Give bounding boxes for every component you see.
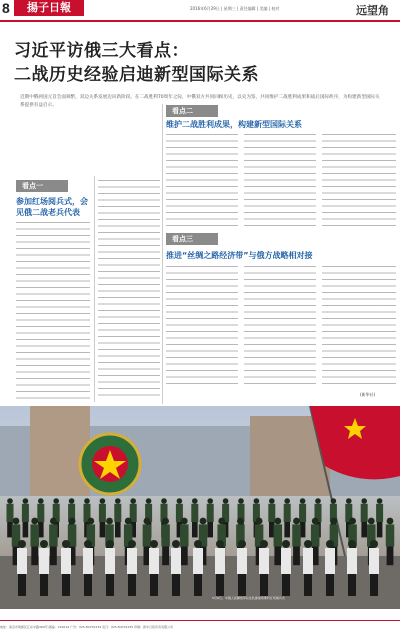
soldier	[49, 518, 58, 566]
soldier	[17, 540, 27, 596]
point-1-subtitle: 参加红场阅兵式，会见俄二战老兵代表	[16, 197, 88, 217]
soldier	[191, 498, 198, 537]
soldier	[284, 498, 291, 537]
column-divider	[94, 176, 95, 402]
point-1-body-text	[16, 222, 90, 400]
soldier	[303, 540, 313, 596]
soldier	[215, 540, 225, 596]
point-3-body-text	[244, 266, 316, 388]
point-3-body-text	[166, 266, 238, 388]
soldier	[237, 540, 247, 596]
photo-caption: 5月9日，中国人民解放军仪仗队参加莫斯科红场阅兵式	[212, 596, 285, 600]
soldier	[259, 540, 269, 596]
column-divider	[162, 104, 163, 404]
date-line: 2016年6月29日 | 星期三 | 责任编辑 | 美编 | 校对	[190, 6, 280, 11]
soldier	[99, 498, 106, 537]
footer-info: 地址：南京市建邺区江东中路369号 邮编：210019 广告：025-84701234 发行：025-84701235 印刷：新华日报印务有限公司	[0, 620, 400, 635]
military-emblem	[80, 434, 140, 494]
soldier	[83, 540, 93, 596]
soldier	[149, 540, 159, 596]
point-2-body-text	[244, 134, 316, 228]
point-2-body-text	[166, 134, 238, 228]
soldier	[161, 518, 170, 566]
parade-photo	[0, 406, 400, 609]
soldier	[30, 518, 39, 566]
point-1-label: 看点一	[16, 180, 68, 192]
soldier	[274, 518, 283, 566]
soldier	[39, 540, 49, 596]
soldier	[193, 540, 203, 596]
soldier	[325, 540, 335, 596]
point-2-label: 看点二	[166, 105, 218, 117]
author-credit: (新华社)	[360, 392, 376, 397]
soldier	[180, 518, 189, 566]
soldier	[369, 540, 379, 596]
soldier	[292, 518, 301, 566]
soldier	[376, 498, 383, 537]
point-2-subtitle: 维护二战胜利成果，构建新型国际关系	[166, 120, 302, 129]
soldier	[347, 540, 357, 596]
soldier	[281, 540, 291, 596]
lead-paragraph: 近期中俄两国元首会面频繁，双边关系发展迈向新阶段。在二战胜利70周年之际，中俄双方共同回顾历史，以史为鉴，共同维护二战胜利成果和战后国际秩序，为构建新型国际关系提供有益启示。	[20, 95, 380, 108]
page-number: 8	[2, 0, 10, 16]
point-3-subtitle: 推进“丝绸之路经济带”与俄方战略相对接	[166, 251, 313, 260]
soldier	[61, 540, 71, 596]
headline-line-1: 习近平访俄三大看点：	[14, 41, 189, 61]
soldier	[22, 498, 29, 537]
point-1-body-text-cont	[98, 180, 160, 400]
section-name: 远望角	[356, 4, 389, 17]
headline-line-2: 二战历史经验启迪新型国际关系	[14, 65, 259, 85]
point-3-label: 看点三	[166, 233, 218, 245]
soldier	[386, 518, 395, 566]
soldier	[207, 498, 214, 537]
paper-logo: 揚子日報	[14, 0, 84, 16]
soldier	[127, 540, 137, 596]
point-3-body-text	[322, 266, 396, 384]
soldier	[105, 540, 115, 596]
point-2-body-text	[322, 134, 396, 228]
soldier	[114, 498, 121, 537]
soldier	[361, 498, 368, 537]
soldier	[171, 540, 181, 596]
